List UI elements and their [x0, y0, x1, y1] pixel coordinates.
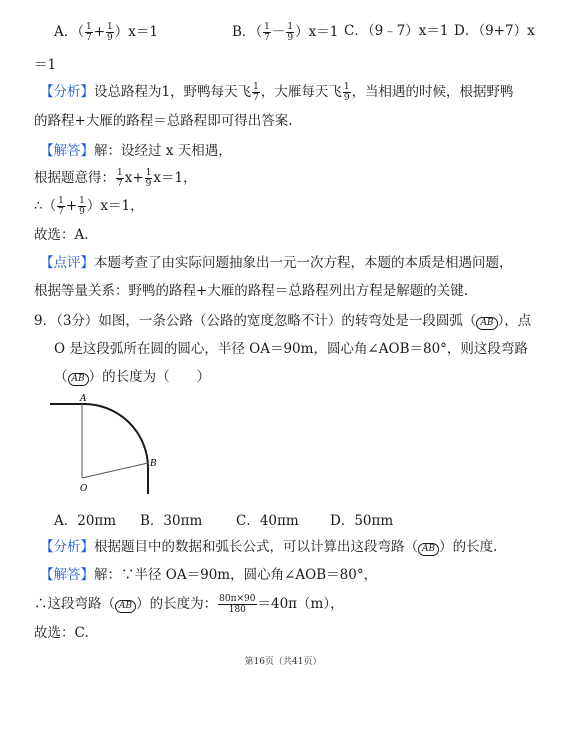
q9-option-c: C．40πm: [236, 513, 299, 529]
solution2-line2: ∴这段弯路（ AB ）的长度为： $\frac{80\pi\times 90}{180}$ ＝40π（m），: [34, 594, 344, 615]
arc-road-figure: [40, 392, 180, 504]
q9-option-b: B．30πm: [140, 513, 203, 529]
point-o-label: O: [80, 484, 88, 494]
analysis1-line1: 【分析】设总路程为1，野鸭每天飞 $\frac{1}{7}$ ，大雁每天飞 $\frac{1}{9}$ ，当相遇的时候，根据野鸭: [40, 82, 514, 103]
solution-tag: 【解答】: [40, 567, 94, 583]
fraction: $\frac{1}{9}$: [107, 22, 113, 43]
q9-line1: 9．（3分）如图，一条公路（公路的宽度忽略不计）的转弯处是一段圆弧（ AB ），点: [34, 313, 532, 329]
solution2-line3: 故选：C.: [34, 625, 89, 641]
solution-tag: 【解答】: [40, 143, 94, 159]
comment-tag: 【点评】: [40, 255, 94, 271]
analysis2-line1: 【分析】根据题目中的数据和弧长公式，可以计算出这段弯路（ AB ）的长度.: [40, 539, 498, 555]
q9-option-d: D．50πm: [330, 513, 394, 529]
radius-ob: [82, 463, 148, 478]
q9-line3: （ AB ）的长度为（ ）: [54, 369, 211, 385]
fraction: $\frac{1}{7}$: [117, 168, 123, 189]
fraction: $\frac{1}{7}$: [86, 22, 92, 43]
analysis1-line2: 的路程+大雁的路程＝总路程即可得出答案.: [34, 113, 293, 129]
fraction: $\frac{1}{7}$: [253, 82, 259, 103]
solution1-line4: 故选：A.: [34, 227, 89, 243]
fraction: $\frac{1}{7}$: [58, 196, 64, 217]
arc-ab-symbol: AB: [68, 373, 89, 386]
road-arc: [50, 404, 148, 494]
fraction: $\frac{1}{9}$: [287, 22, 294, 43]
comment1-line2: 根据等量关系：野鸭的路程+大雁的路程＝总路程列出方程是解题的关键.: [34, 283, 469, 299]
q8-option-a: A．（ $\frac{1}{7}$ + $\frac{1}{9}$ ）x＝1: [54, 22, 158, 43]
fraction: $\frac{1}{9}$: [79, 196, 85, 217]
page-footer: 第16页（共41页）: [244, 657, 322, 667]
arc-ab-symbol: AB: [476, 317, 497, 330]
solution1-line3: ∴（ $\frac{1}{7}$ + $\frac{1}{9}$ ）x＝1，: [34, 196, 144, 217]
solution1-line2: 根据题意得： $\frac{1}{7}$ x+ $\frac{1}{9}$ x＝1，: [34, 168, 197, 189]
q8-option-d: D．（9+7）x: [454, 23, 535, 39]
q8-option-d-continuation: ＝1: [34, 57, 57, 73]
point-a-label: A: [80, 394, 87, 404]
q9-option-a: A．20πm: [54, 513, 117, 529]
fraction: $\frac{1}{7}$: [264, 22, 270, 43]
q8-option-b: B．（ $\frac{1}{7}$ － $\frac{1}{9}$ ）x＝1: [232, 22, 339, 43]
q8-options-row: [54, 22, 534, 43]
q9-line2: O 是这段弧所在圆的圆心，半径 OA＝90m，圆心角∠AOB＝80°，则这段弯路: [54, 341, 528, 357]
q8-option-c: C．（9﹣7）x＝1: [344, 23, 449, 39]
comment1-line1: 【点评】本题考查了由实际问题抽象出一元一次方程，本题的本质是相遇问题，: [40, 255, 513, 271]
fraction: $\frac{80\pi\times 90}{180}$: [219, 594, 256, 615]
fraction: $\frac{1}{9}$: [145, 168, 152, 189]
point-b-label: B: [150, 459, 157, 469]
solution2-line1: 【解答】解：∵半径 OA＝90m，圆心角∠AOB＝80°，: [40, 567, 378, 583]
fraction: $\frac{1}{9}$: [343, 82, 350, 103]
analysis-tag: 【分析】: [40, 539, 94, 555]
analysis-tag: 【分析】: [40, 84, 94, 100]
arc-ab-symbol: AB: [115, 600, 136, 613]
q9-options-row: [54, 512, 394, 530]
arc-ab-symbol: AB: [418, 543, 439, 556]
solution1-line1: 【解答】解：设经过 x 天相遇，: [40, 143, 232, 159]
